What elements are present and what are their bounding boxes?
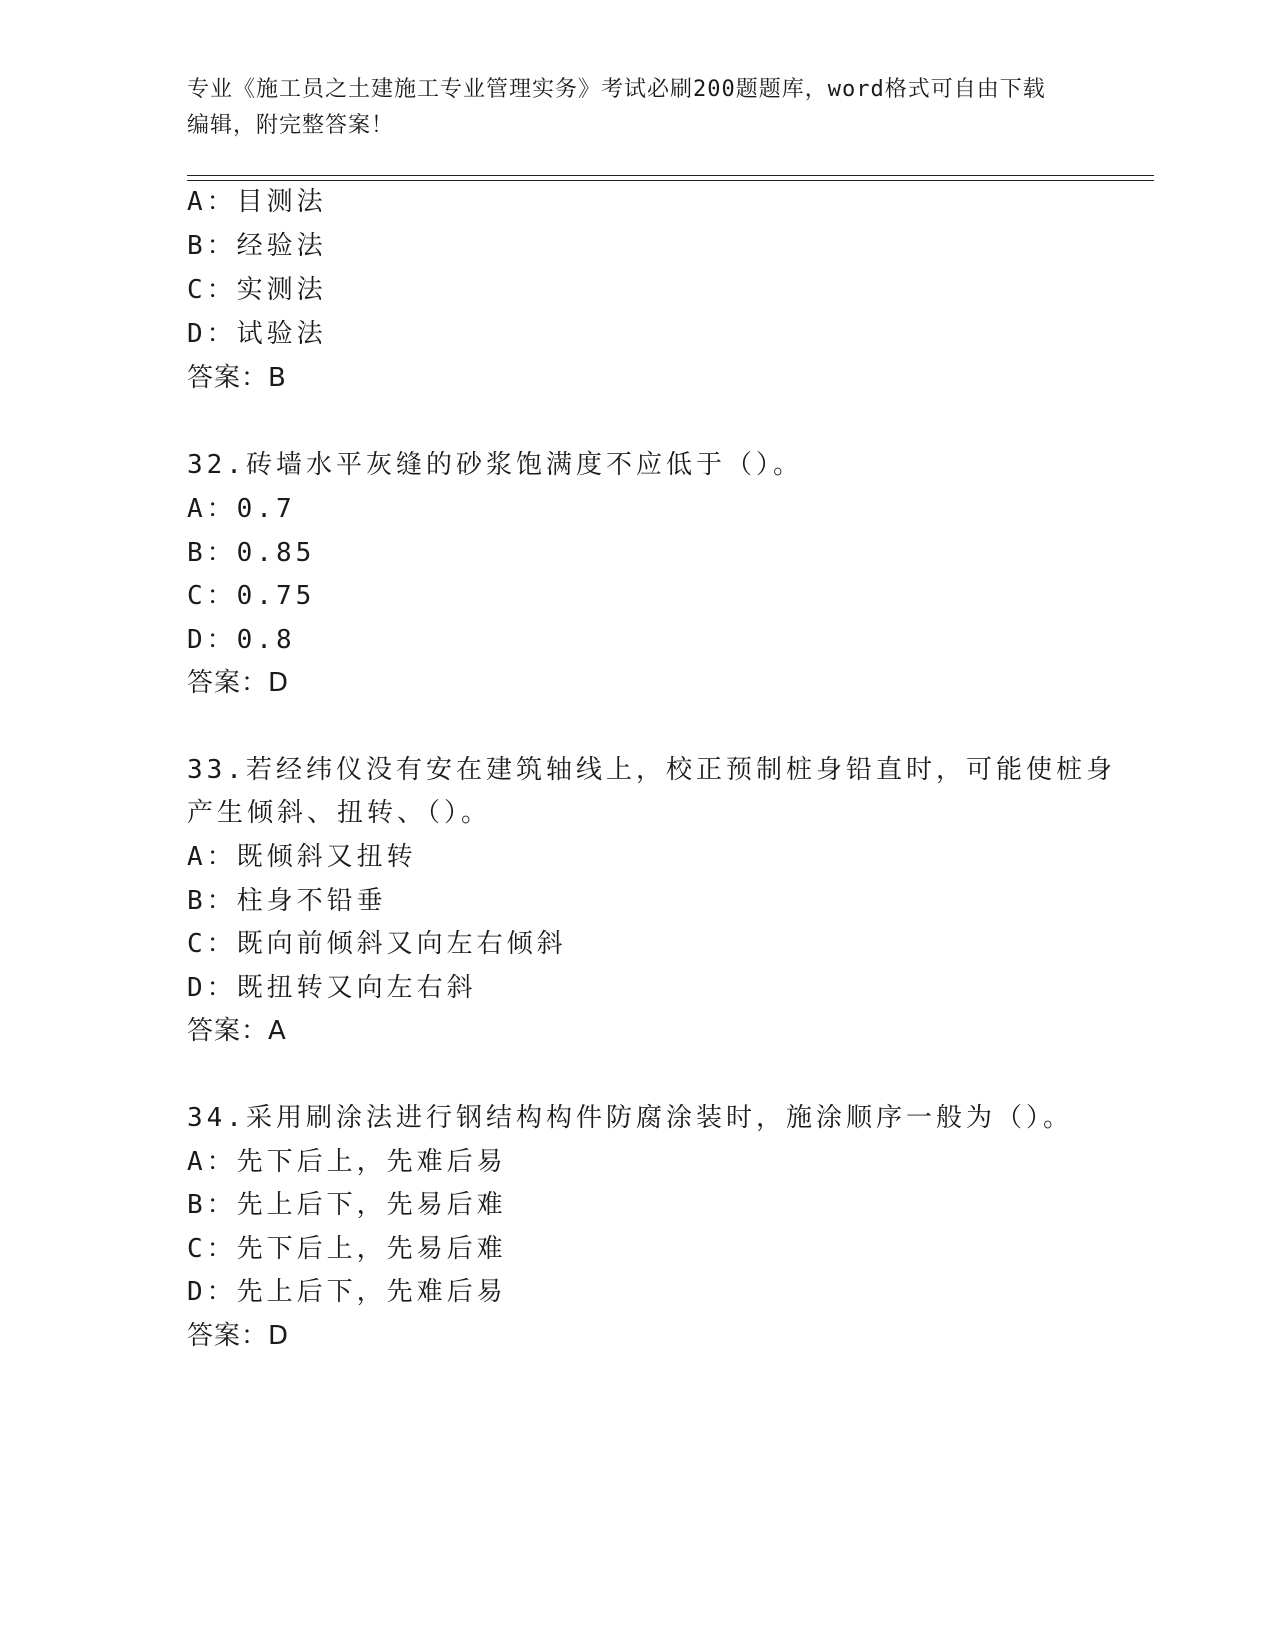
q32-option-a: A：0.7 <box>187 494 296 524</box>
q32-stem: 32.砖墙水平灰缝的砂浆饱满度不应低于（）。 <box>187 450 803 480</box>
q34-option-b: B：先上后下，先易后难 <box>187 1190 507 1220</box>
header-rule-bottom <box>187 180 1154 181</box>
q32-option-b: B：0.85 <box>187 538 316 568</box>
document-header: 专业《施工员之土建施工专业管理实务》考试必刷200题题库，word格式可自由下载编辑，附完整答案！ <box>187 77 1046 138</box>
q32-option-d: D：0.8 <box>187 625 296 655</box>
q33-answer: 答案：A <box>187 1016 287 1046</box>
q33-option-c: C：既向前倾斜又向左右倾斜 <box>187 929 567 959</box>
q33-stem-line2: 产生倾斜、扭转、（）。 <box>187 798 492 828</box>
q33-option-a: A：既倾斜又扭转 <box>187 842 417 872</box>
q34-option-a: A：先下后上，先难后易 <box>187 1147 507 1177</box>
q33-option-d: D：既扭转又向左右斜 <box>187 973 477 1003</box>
q31-option-c: C：实测法 <box>187 275 327 305</box>
q33-stem-line1: 33.若经纬仪没有安在建筑轴线上，校正预制桩身铅直时，可能使桩身 <box>187 755 1116 785</box>
q34-stem: 34.采用刷涂法进行钢结构构件防腐涂装时，施涂顺序一般为（）。 <box>187 1103 1073 1133</box>
q33-option-b: B：柱身不铅垂 <box>187 886 387 916</box>
q34-answer: 答案：D <box>187 1321 290 1351</box>
q32-answer: 答案：D <box>187 668 290 698</box>
q31-answer: 答案：B <box>187 363 287 393</box>
q34-option-c: C：先下后上，先易后难 <box>187 1234 507 1264</box>
q31-option-d: D：试验法 <box>187 319 327 349</box>
q31-option-b: B：经验法 <box>187 231 327 261</box>
q32-option-c: C：0.75 <box>187 581 316 611</box>
header-rule-top <box>187 175 1154 176</box>
q31-option-a: A：目测法 <box>187 187 327 217</box>
q34-option-d: D：先上后下，先难后易 <box>187 1277 507 1307</box>
